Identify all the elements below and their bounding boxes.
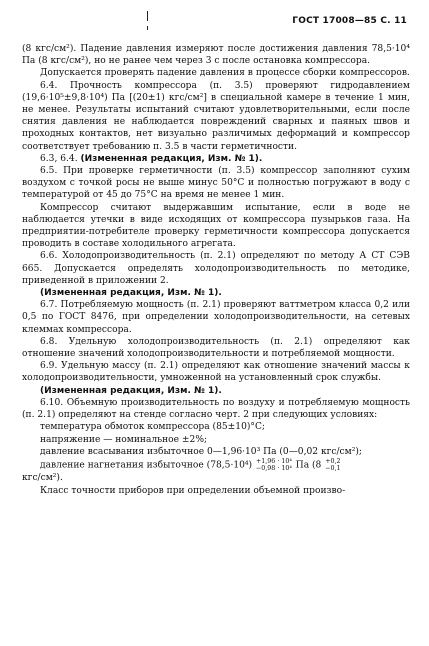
paragraph-p7: 6.6. Холодопроизводительность (п. 2.1) определяют по методу А СТ СЭВ 665. Допускается определять холодопроизводительность по методике, приведенной в приложении 2. [22,251,410,286]
paragraph-p13: 6.10. Объемную производительность по воздуху и потребляемую мощность (п. 2.1) определяют на стенде согласно черт. 2 при следующих условиях: [22,397,410,421]
paragraph-p6: Компрессор считают выдержавшим испытание, если в воде не наблюдается утечки в виде исходящих от компрессора пузырьков газа. На предприятии-потребителе проверку герметичности компрессора допускается проводить в составе холодильного агрегата. [22,202,410,250]
paragraph-p1: (8 кгс/см²). Падение давления измеряют после достижения давления 78,5·10⁴ Па (8 кгс/см²), но не ранее чем через 3 с после остановка компрессора. [22,44,410,67]
formula-after: кгс/см²). [22,472,63,483]
body-text [22,43,410,497]
paragraph-p10: 6.8. Удельную холодопроизводительность (п. 2.1) определяют как отношение значений холодопроизводительности и потребляемой мощности. [22,336,410,360]
formula-before: давление нагнетания избыточное (78,5·10⁴) [40,460,253,471]
amendment-label: (Измененная редакция, Изм. № 1). [40,385,222,396]
amendment-label: (Измененная редакция, Изм. № 1). [80,153,263,164]
paragraph-p16: давление всасывания избыточное 0—1,96·10³ Па (0—0,02 кгс/см²); [40,446,362,457]
paragraph-p2: Допускается проверять падение давления в процессе сборки компрессоров. [40,68,410,79]
margin-mark [147,11,148,21]
paragraph-p5: 6.5. При проверке герметичности (п. 3.5) компрессор заполняют сухим воздухом с точкой росы не выше минус 50°С и полностью погружают в воду с температурой от 45 до 75°С на время не менее 1 мин. [22,166,410,201]
tolerance-fraction-pa [256,458,292,472]
amendment-lead: 6.3, 6.4. [40,153,78,164]
tolerance-fraction-kgs [325,458,340,472]
amendment-label: (Измененная редакция, Изм. № 1). [40,288,222,299]
paragraph-p15: напряжение — номинальное ±2%; [40,434,208,445]
formula-line [22,458,410,484]
page-header: ГОСТ 17008—85 С. 11 [292,16,407,26]
tolerance-lower: −0,98 · 10⁴ [256,464,292,472]
margin-mark-lower [147,26,148,30]
formula-middle: Па (8 [295,460,322,471]
paragraph-final: Класс точности приборов при определении объемной произво- [40,486,346,497]
paragraph-p11: 6.9. Удельную массу (п. 2.1) определяют как отношение значений массы к холодопроизводительности, умноженной на установленный срок службы. [22,361,410,384]
amendment-note-6-3-6-4 [22,153,410,165]
tolerance-upper: +0,2 [325,457,341,465]
tolerance-upper: +1,96 · 10⁴ [256,457,292,465]
paragraph-p9: 6.7. Потребляемую мощность (п. 2.1) проверяют ваттметром класса 0,2 или 0,5 по ГОСТ 8476, при определении холодопроизводительности, на сетевых клеммах компрессора. [22,300,410,335]
amendment-note-6-6 [22,287,410,299]
amendment-note-6-9 [22,385,410,397]
paragraph-p14: температура обмоток компрессора (85±10)°С; [40,422,265,433]
paragraph-p3: 6.4. Прочность компрессора (п. 3.5) проверяют гидродавлением (19,6·10⁵±9,8·10⁴) Па [(20±1) кгс/см²] в специальной камере в течение 1 мин, не менее. Результаты испытаний считают удовлетворительными, если после снятия давления не наблюдается повреждений сварных и паяных швов и проходных контактов, нет визуально различимых деформаций и компрессор соответствует требованию п. 3.5 в части герметичности. [22,80,410,152]
tolerance-lower: −0,1 [325,464,341,472]
